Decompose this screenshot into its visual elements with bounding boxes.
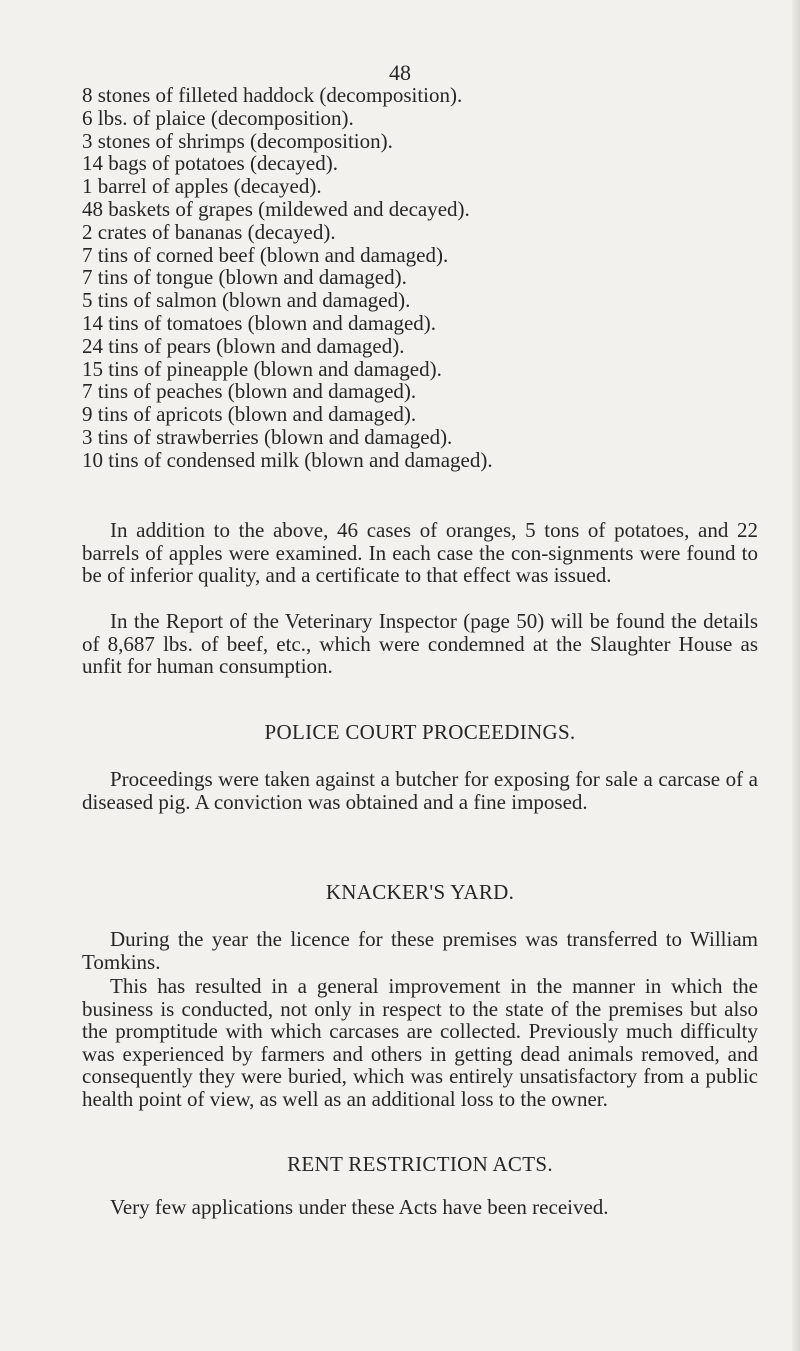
heading-rent-restriction: RENT RESTRICTION ACTS. <box>287 1152 553 1176</box>
list-item: 3 stones of shrimps (decomposition). <box>82 128 393 153</box>
page-number: 48 <box>389 60 411 85</box>
list-item: 3 tins of strawberries (blown and damaged). <box>82 424 453 449</box>
list-item: 7 tins of tongue (blown and damaged). <box>82 265 407 290</box>
list-item: 6 lbs. of plaice (decomposition). <box>82 105 354 130</box>
list-item: 1 barrel of apples (decayed). <box>82 174 322 199</box>
list-item: 15 tins of pineapple (blown and damaged). <box>82 356 442 381</box>
list-item: 24 tins of pears (blown and damaged). <box>82 333 405 358</box>
paragraph-rent-restriction: Very few applications under these Acts have been received. <box>110 1195 609 1219</box>
list-item: 7 tins of peaches (blown and damaged). <box>82 379 417 404</box>
list-item: 10 tins of condensed milk (blown and damaged). <box>82 447 493 472</box>
page-edge-shadow <box>792 0 800 1351</box>
paragraph-addition: In addition to the above, 46 cases of oranges, 5 tons of potatoes, and 22 barrels of apples were examined. In each case the con-signments were found to be of inferior quality, and a certificate to that effect was issued. <box>82 518 758 587</box>
paragraph-veterinary: In the Report of the Veterinary Inspector (page 50) will be found the details of 8,687 lbs. of beef, etc., which were condemned at the Slaughter House as unfit for human consumption. <box>82 609 758 678</box>
paragraph-police-court: Proceedings were taken against a butcher for exposing for sale a carcase of a diseased pig. A conviction was obtained and a fine imposed. <box>82 767 758 814</box>
heading-police-court: POLICE COURT PROCEEDINGS. <box>264 720 576 744</box>
list-item: 7 tins of corned beef (blown and damaged). <box>82 242 449 267</box>
paragraph-knacker-licence: During the year the licence for these premises was transferred to William Tomkins. <box>82 927 758 974</box>
list-item: 9 tins of apricots (blown and damaged). <box>82 402 417 427</box>
list-item: 48 baskets of grapes (mildewed and decayed). <box>82 196 470 221</box>
condemned-items-list <box>82 84 762 472</box>
list-item: 14 tins of tomatoes (blown and damaged). <box>82 310 437 335</box>
list-item: 14 bags of potatoes (decayed). <box>82 151 338 176</box>
list-item: 5 tins of salmon (blown and damaged). <box>82 288 411 313</box>
paragraph-knacker-improvement: This has resulted in a general improvement in the manner in which the business is conducted, not only in respect to the state of the premises but also the promptitude with which carcases are collected. Previously much difficulty was experienced by farmers and others in getting dead animals removed, and consequently they were buried, which was entirely unsatisfactory from a public health point of view, as well as an additional loss to the owner. <box>82 974 758 1111</box>
list-item: 2 crates of bananas (decayed). <box>82 219 336 244</box>
list-item: 8 stones of filleted haddock (decomposition). <box>82 83 463 107</box>
heading-knackers-yard: KNACKER'S YARD. <box>325 880 515 904</box>
